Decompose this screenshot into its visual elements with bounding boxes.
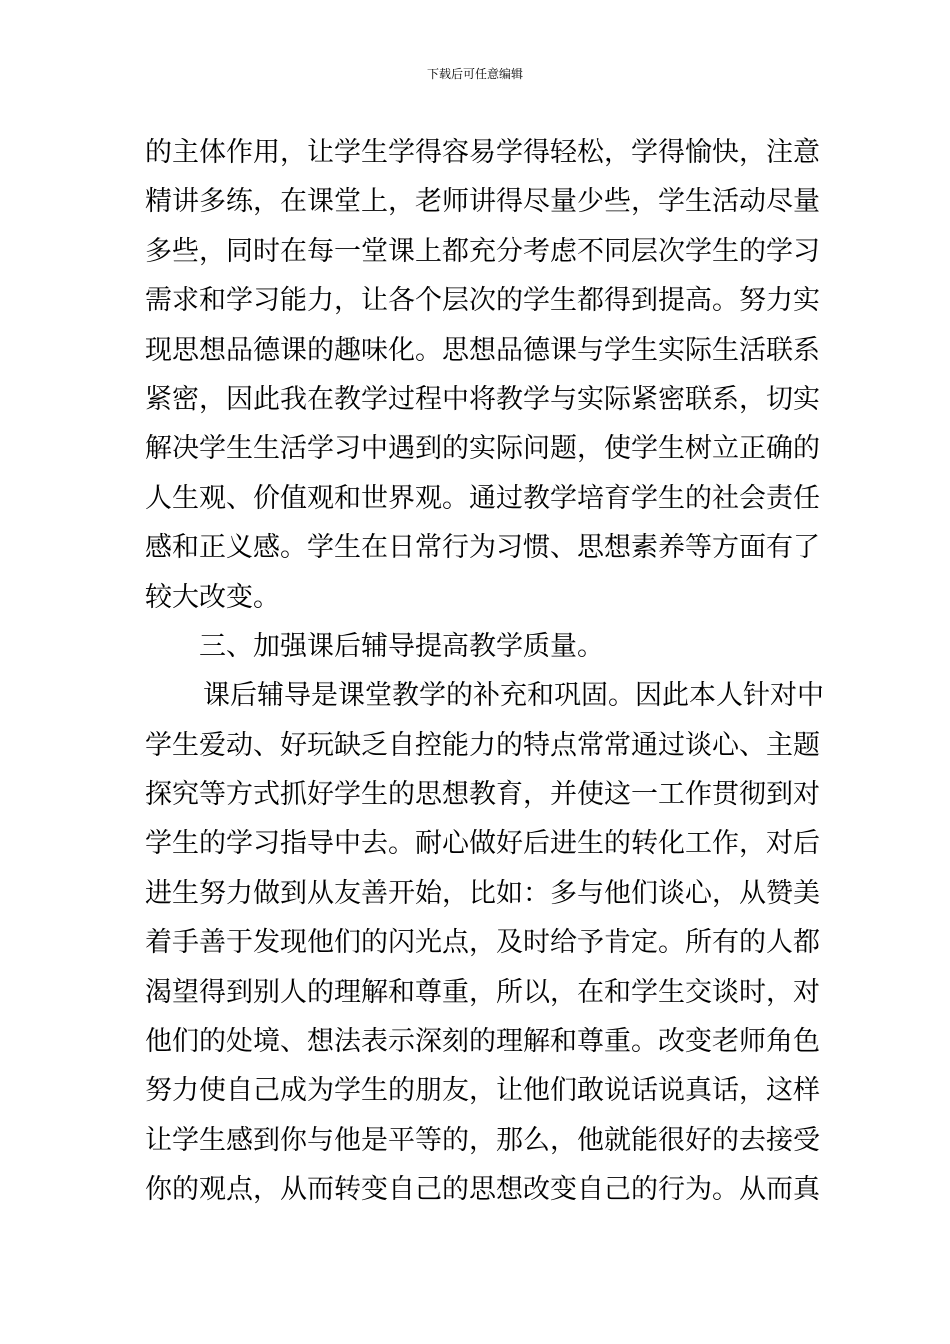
- text-line: 你的观点，从而转变自己的思想改变自己的行为。从而真: [145, 1174, 820, 1206]
- text-line: 需求和学习能力，让各个层次的学生都得到提高。努力实: [145, 285, 820, 317]
- text-line: 让学生感到你与他是平等的，那么，他就能很好的去接受: [145, 1124, 820, 1156]
- text-line: 的主体作用，让学生学得容易学得轻松，学得愉快，注意: [145, 137, 820, 168]
- text-line: 感和正义感。学生在日常行为习惯、思想素养等方面有了: [145, 532, 820, 564]
- text-line: 努力使自己成为学生的朋友，让他们敢说话说真话，这样: [145, 1075, 820, 1107]
- text-line: 着手善于发现他们的闪光点，及时给予肯定。所有的人都: [145, 927, 820, 959]
- page-header: 下载后可任意编辑: [426, 67, 523, 81]
- text-line: 紧密，因此我在教学过程中将教学与实际紧密联系，切实: [145, 383, 820, 415]
- text-line: 进生努力做到从友善开始，比如：多与他们谈心，从赞美: [145, 877, 820, 909]
- text-line: 课后辅导是课堂教学的补充和巩固。因此本人针对中: [203, 680, 824, 712]
- text-line: 渴望得到别人的理解和尊重，所以，在和学生交谈时，对: [145, 976, 820, 1008]
- text-line: 多些，同时在每一堂课上都充分考虑不同层次学生的学习: [145, 235, 820, 267]
- text-line: 解决学生生活学习中遇到的实际问题，使学生树立正确的: [145, 433, 820, 465]
- text-line: 人生观、价值观和世界观。通过教学培育学生的社会责任: [145, 482, 820, 514]
- text-line: 学生的学习指导中去。耐心做好后进生的转化工作，对后: [145, 828, 820, 860]
- text-line: 学生爱动、好玩缺乏自控能力的特点常常通过谈心、主题: [145, 729, 820, 761]
- text-line: 他们的处境、想法表示深刻的理解和尊重。改变老师角色: [145, 1026, 820, 1058]
- text-line: 探究等方式抓好学生的思想教育，并使这一工作贯彻到对: [145, 779, 820, 811]
- section-heading: 三、加强课后辅导提高教学质量。: [199, 630, 604, 662]
- text-line: 较大改变。: [145, 581, 280, 613]
- text-line: 现思想品德课的趣味化。思想品德课与学生实际生活联系: [145, 334, 820, 366]
- text-line: 精讲多练，在课堂上，老师讲得尽量少些，学生活动尽量: [145, 186, 820, 218]
- document-body: [145, 128, 824, 1215]
